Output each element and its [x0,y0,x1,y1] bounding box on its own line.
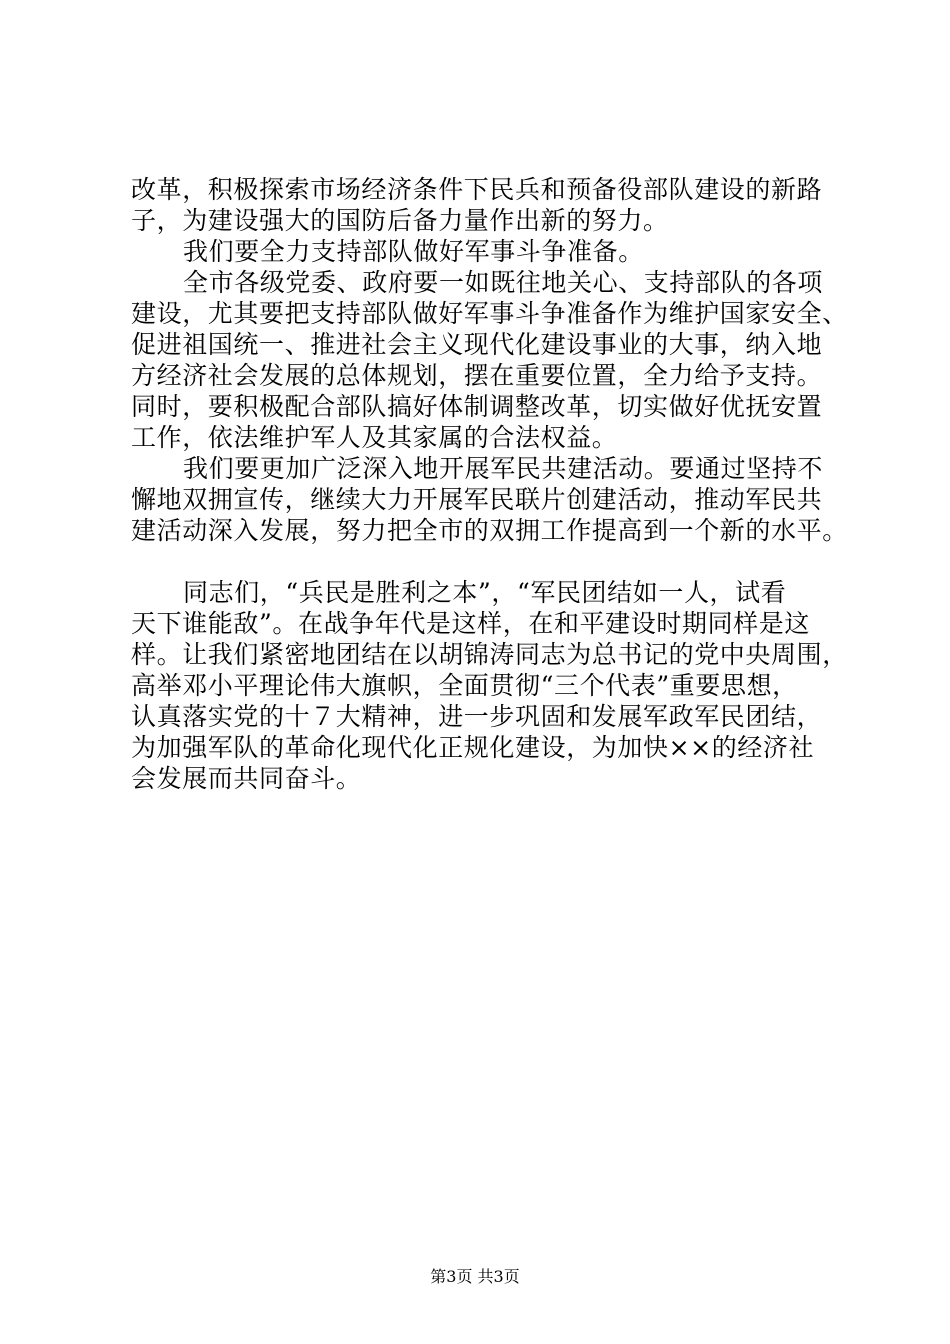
text-line: 会发展而共同奋斗。 [131,764,362,793]
text-line: 同时，要积极配合部队搞好体制调整改革，切实做好优抚安置 [131,392,823,421]
text-line: 子，为建设强大的国防后备力量作出新的努力。 [131,206,669,235]
paragraph-spacer [131,546,851,577]
text-line: 高举邓小平理论伟大旗帜，全面贯彻“三个代表”重要思想， [131,671,798,700]
text-line: 建设，尤其要把支持部队做好军事斗争准备作为维护国家安全、 [131,299,848,328]
text-line: 懈地双拥宣传，继续大力开展军民联片创建活动，推动军民共 [131,485,823,514]
paragraph-first-line: 同志们，“兵民是胜利之本”，“军民团结如一人，试看 [183,578,787,607]
paragraph-first-line: 我们要更加广泛深入地开展军民共建活动。要通过坚持不 [183,454,824,483]
text-line: 样。让我们紧密地团结在以胡锦涛同志为总书记的党中央周围， [131,640,848,669]
paragraph-first-line: 全市各级党委、政府要一如既往地关心、支持部队的各项 [183,268,824,297]
document-body [131,174,851,794]
page-number-footer: 第3页 共3页 [430,1267,520,1286]
text-line: 认真落实党的十７大精神，进一步巩固和发展军政军民团结， [131,702,823,731]
text-line: 方经济社会发展的总体规划，摆在重要位置，全力给予支持。 [131,361,823,390]
text-line: 天下谁能敌”。在战争年代是这样，在和平建设时期同样是这 [131,609,810,638]
text-line: 工作，依法维护军人及其家属的合法权益。 [131,423,618,452]
text-line: 建活动深入发展，努力把全市的双拥工作提高到一个新的水平。 [131,516,848,545]
text-line: 为加强军队的革命化现代化正规化建设，为加快××的经济社 [131,733,815,762]
paragraph-first-line: 我们要全力支持部队做好军事斗争准备。 [183,237,644,266]
text-line: 改革，积极探索市场经济条件下民兵和预备役部队建设的新路 [131,175,823,204]
text-line: 促进祖国统一、推进社会主义现代化建设事业的大事，纳入地 [131,330,823,359]
